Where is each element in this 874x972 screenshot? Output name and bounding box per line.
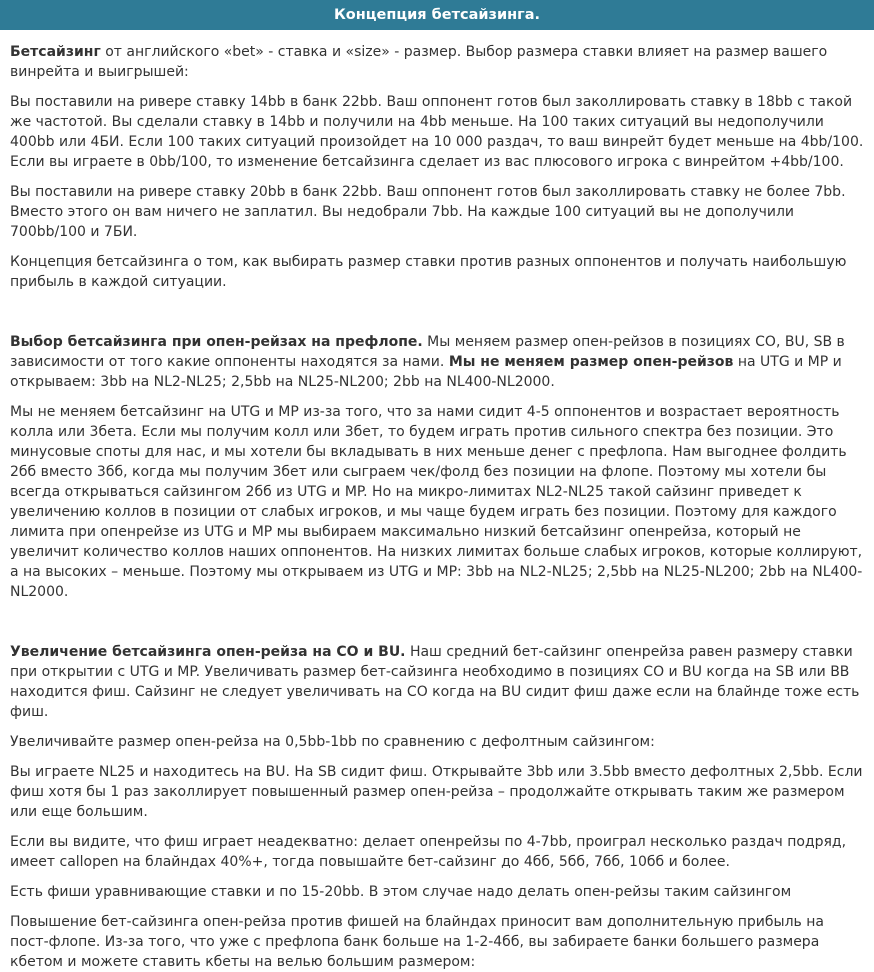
paragraph-text: Наш средний бет-сайзинг опенрейза равен размеру ставки при открытии с UTG и MP. Увеличивать размер бет-сайзинга необходимо в позициях CO и BU когда на SB или BB находится фиш. Сайзинг не следует увеличивать на CO когда на BU сидит фиш даже если на блайнде тоже есть фиш.: [10, 644, 860, 720]
paragraph-text: от английского «bet» - ставка и «size» - размер. Выбор размера ставки влияет на размер вашего винрейта и выигрышей:: [10, 44, 828, 80]
emphasis-bold: Мы не меняем размер опен-рейзов: [448, 354, 734, 370]
section-heading-co-bu: Увеличение бетсайзинга опен-рейза на CO и BU.: [10, 644, 406, 660]
term-bold: Бетсайзинг: [10, 44, 101, 60]
paragraph-concept: Концепция бетсайзинга о том, как выбирать размер ставки против разных оппонентов и получать наибольшую прибыль в каждой ситуации.: [10, 254, 847, 290]
paragraph-definition: [10, 42, 864, 82]
paragraph-fish-behavior: Если вы видите, что фиш играет неадекватно: делает опенрейзы по 4-7bb, проиграл несколько раздач подряд, имеет callopen на блайндах 40%+, тогда повышайте бет-сайзинг до 4бб, 5бб, 7бб, 10бб и более.: [10, 834, 847, 870]
page-title: Концепция бетсайзинга.: [0, 0, 874, 30]
paragraph-example-nl25: Вы играете NL25 и находитесь на BU. На SB сидит фиш. Открывайте 3bb или 3.5bb вместо дефолтных 2,5bb. Если фиш хотя бы 1 раз заколлирует повышенный размер опен-рейза – продолжайте открывать таким же размером или еще большим.: [10, 764, 863, 820]
paragraph-increase: Увеличивайте размер опен-рейза на 0,5bb-1bb по сравнению с дефолтным сайзингом:: [10, 734, 655, 750]
section-heading-preflop: Выбор бетсайзинга при опен-рейзах на префлопе.: [10, 334, 423, 350]
paragraph-fish-calls: Есть фиши уравнивающие ставки и по 15-20bb. В этом случае надо делать опен-рейзы таким сайзингом: [10, 884, 792, 900]
paragraph-text: на UTG и MP и открываем: 3bb на NL2-NL25; 2,5bb на NL25-NL200; 2bb на NL400-NL2000.: [10, 354, 842, 390]
paragraph-co-bu-section: [10, 642, 864, 722]
paragraph-text: Мы меняем размер опен-рейзов в позициях CO, BU, SB в зависимости от того какие оппоненты находятся за нами.: [10, 334, 845, 370]
paragraph-utg-mp: Мы не меняем бетсайзинг на UTG и MP из-за того, что за нами сидит 4-5 оппонентов и возрастает вероятность колла или 3бета. Если мы получим колл или 3бет, то будем играть против сильного спектра без позиции. Это минусовые споты для нас, и мы хотели бы вкладывать в них меньше денег с префлопа. Нам выгоднее фолдить 2бб вместо 3бб, когда мы получим 3бет или сыграем чек/фолд без позиции на флопе. Поэтому мы хотели бы всегда открываться сайзингом 2бб из UTG и MP. Но на микро-лимитах NL2-NL25 такой сайзинг приведет к увеличению коллов в позиции от слабых игроков, и мы чаще будем играть без позиции. Поэтому для каждого лимита при опенрейзе из UTG и MP мы выбираем максимально низкий бетсайзинг опенрейза, который не увеличит количество коллов наших оппонентов. На низких лимитах больше слабых игроков, которые коллируют, а на высоких – меньше. Поэтому мы открываем из UTG и MP: 3bb на NL2-NL25; 2,5bb на NL25-NL200; 2bb на NL400-NL2000.: [10, 404, 863, 600]
paragraph-preflop-section: [10, 332, 864, 392]
paragraph-example-2: Вы поставили на ривере ставку 20bb в банк 22bb. Ваш оппонент готов был заколлировать ставку не более 7bb. Вместо этого он вам ничего не заплатил. Вы недобрали 7bb. На каждые 100 ситуаций вы не дополучили 700bb/100 и 7БИ.: [10, 184, 846, 240]
article-body: [0, 30, 874, 972]
paragraph-postflop-profit: Повышение бет-сайзинга опен-рейза против фишей на блайндах приносит вам дополнительную прибыль на пост-флопе. Из-за того, что уже с префлопа банк больше на 1-2-4бб, вы забираете банки большего размера кбетом и можете ставить кбеты на велью большим размером:: [10, 914, 824, 970]
paragraph-example-1: Вы поставили на ривере ставку 14bb в банк 22bb. Ваш оппонент готов был заколлировать ставку в 18bb с такой же частотой. Вы сделали ставку в 14bb и получили на 4bb меньше. На 100 таких ситуаций вы недополучили 400bb или 4БИ. Если 100 таких ситуаций произойдет на 10 000 раздач, то ваш винрейт будет меньше на 4bb/100. Если вы играете в 0bb/100, то изменение бетсайзинга сделает из вас плюсового игрока с винрейтом +4bb/100.: [10, 94, 864, 170]
